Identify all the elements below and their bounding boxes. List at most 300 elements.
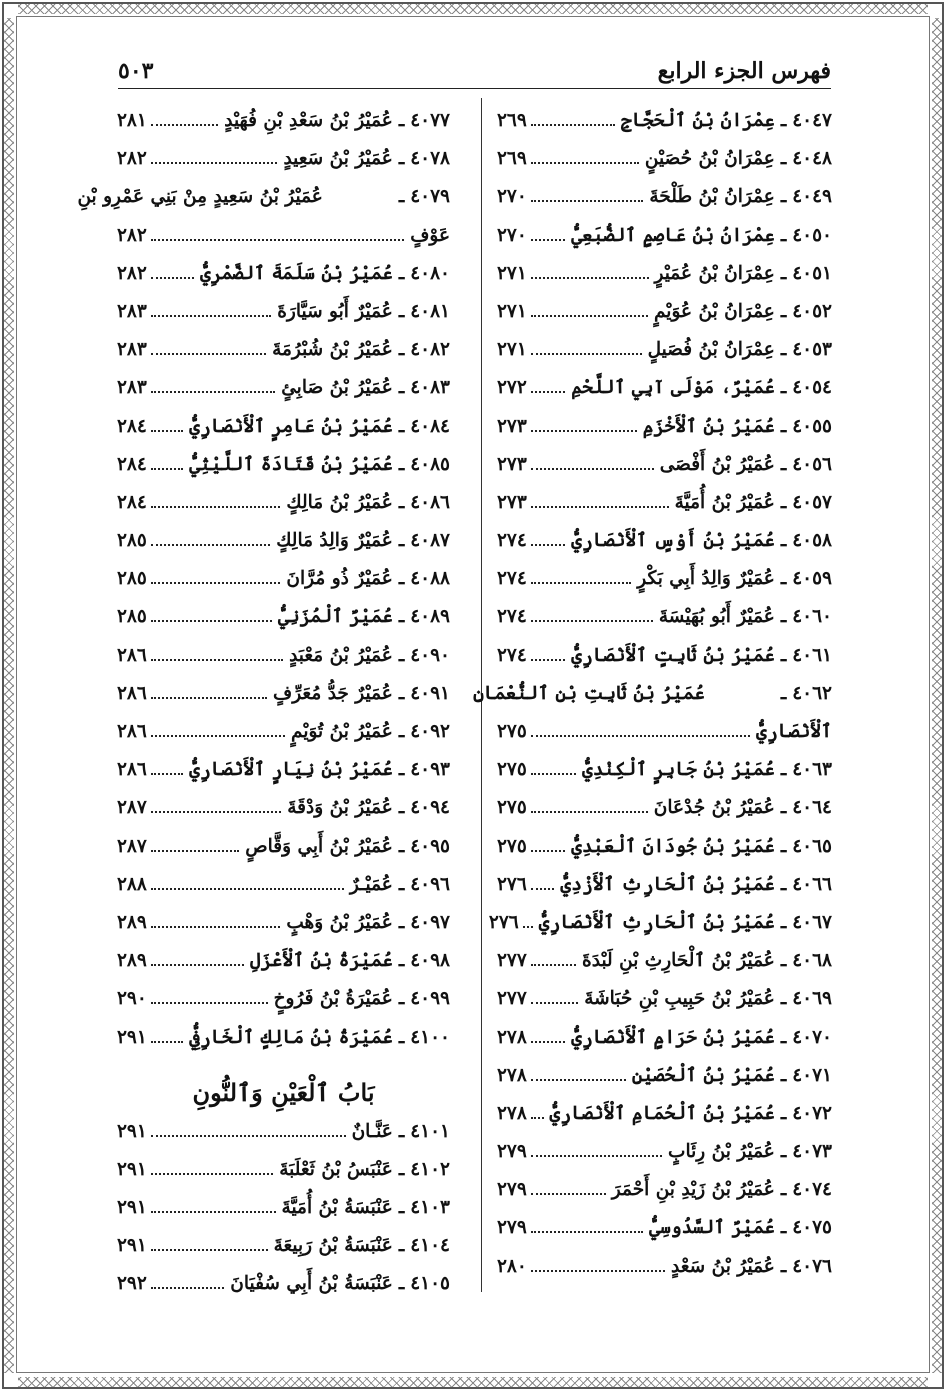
entry-name: عُمَيْرٌ أَبُو بُهَيْسَةَ <box>658 606 775 628</box>
entry-name: عُمَيْـرٌ <box>349 873 393 895</box>
index-entry <box>497 148 832 186</box>
entry-number: ٤٠٩٨ <box>410 950 450 972</box>
dot-leader <box>151 239 404 241</box>
entry-name: عُمَيْرُ بْنُ تُوَيْمٍ <box>291 721 393 742</box>
entry-name: عُمَيْرُ بْنُ ٱلْحَارِثِ ٱلْأَنْصَارِيُّ <box>538 911 775 933</box>
entry-page: ٢٨٥ <box>117 530 147 552</box>
entry-name: عُمَيْرُ بْنُ عَامِرٍ ٱلْأَنْصَارِيُّ <box>189 415 393 437</box>
index-column-right <box>473 110 832 1294</box>
entry-page: ٢٨٦ <box>117 721 147 742</box>
entry-page: ٢٨٢ <box>117 148 147 170</box>
entry-page: ٢٨٥ <box>117 606 147 628</box>
entry-dash: ـ <box>780 148 787 170</box>
entry-page: ٢٨٦ <box>117 682 147 704</box>
index-entry <box>497 186 832 224</box>
entry-page: ٢٧١ <box>497 300 527 322</box>
entry-number: ٤٠٨٨ <box>410 568 450 590</box>
entry-number: ٤٠٥١ <box>792 262 832 284</box>
entry-page: ٢٨٠ <box>497 1255 527 1277</box>
entry-page: ٢٧٠ <box>497 186 527 208</box>
entry-name: عُمَيْرُ بْنُ أَفْصَى <box>659 453 775 475</box>
entry-name: عُمَيْرُ بْنُ مَعْبَدٍ <box>289 644 393 666</box>
entry-name: عُمَيْرُ بْنُ جَابِرٍ ٱلْكِنْدِيُّ <box>582 759 775 781</box>
dot-leader <box>151 430 183 432</box>
dot-leader <box>151 315 271 317</box>
entry-page: ٢٧١ <box>497 262 527 284</box>
entry-number: ٤٠٧٣ <box>792 1141 832 1163</box>
dot-leader <box>531 315 648 317</box>
index-entry <box>117 1235 450 1273</box>
entry-number: ٤٠٥٨ <box>792 530 832 552</box>
dot-leader <box>531 888 555 890</box>
entry-name: عَنْبَسُ بْنُ ثَعْلَبَةَ <box>279 1158 393 1180</box>
entry-number: ٤٠٨٣ <box>410 377 450 399</box>
entry-page: ٢٧٨ <box>497 1064 527 1086</box>
index-entry <box>117 797 450 835</box>
entry-number: ٤١٠٠ <box>410 1026 450 1048</box>
entry-page: ٢٧٣ <box>497 491 527 513</box>
entry-dash: ـ <box>398 606 405 628</box>
entry-name: عُمَيْرُ بْنُ حَبِيبِ بْنِ حُبَاشَةَ <box>584 988 775 1010</box>
entry-name: عَنَّـانٌ <box>351 1120 393 1142</box>
dot-leader <box>151 468 183 470</box>
entry-dash: ـ <box>780 1217 787 1239</box>
index-entry <box>497 1179 832 1217</box>
entry-name: عُمَيْرُ بْنُ وَدْقَةَ <box>287 797 393 819</box>
entry-name: عُمَيْرُ بْنُ جُدْعَانَ <box>653 797 775 819</box>
entry-page: ٢٧٩ <box>497 1141 527 1163</box>
index-entry <box>497 492 832 530</box>
index-entry <box>497 1217 832 1255</box>
index-entry <box>117 568 450 606</box>
entry-dash: ـ <box>780 110 787 131</box>
index-entry <box>497 1256 832 1294</box>
dot-leader <box>151 353 266 355</box>
dot-leader <box>151 544 270 546</box>
entry-number: ٤٠٦٩ <box>792 988 832 1010</box>
index-entry <box>117 1027 450 1065</box>
entry-name: عُمَيْرُ بْنُ ثَابِتٍ ٱلْأَنْصَارِيُّ <box>571 644 775 666</box>
index-entry <box>497 721 832 759</box>
entry-name: عُمَيْرُ بْنُ سَعْدٍ <box>671 1255 775 1277</box>
dot-leader <box>531 200 644 202</box>
entry-number: ٤٠٨٦ <box>410 491 450 513</box>
entry-name: عُمَيْرَةُ بْنُ فَرُوخٍ <box>273 988 393 1010</box>
dot-leader <box>531 620 653 622</box>
entry-page: ٢٧٤ <box>497 606 527 628</box>
entry-dash: ـ <box>398 1026 405 1048</box>
entry-number: ٤٠٥٠ <box>792 224 832 246</box>
page-title: فهرس الجزء الرابع <box>657 58 831 84</box>
index-entry <box>117 225 450 263</box>
entry-name: عَنْبَسَةُ بْنُ أَبِي سُفْيَانَ <box>230 1273 393 1295</box>
entry-page: ٢٧٥ <box>497 797 527 819</box>
dot-leader <box>531 659 565 661</box>
top-ornament-band <box>18 4 928 14</box>
entry-number: ٤٠٥٤ <box>792 377 832 399</box>
index-entry <box>488 911 832 950</box>
entry-dash: ـ <box>398 110 405 131</box>
entry-dash: ـ <box>398 377 405 399</box>
index-entry <box>117 1197 450 1235</box>
entry-dash: ـ <box>398 148 405 170</box>
entry-name: عُمَيْرُ بْنُ نِيَارٍ ٱلْأَنْصَارِيُّ <box>189 759 393 781</box>
entry-dash: ـ <box>780 1102 787 1124</box>
index-entry <box>117 759 450 797</box>
index-entry <box>117 606 450 644</box>
entry-number: ٤٠٩٤ <box>410 797 450 819</box>
entry-dash: ـ <box>780 950 787 972</box>
entry-page: ٢٨٧ <box>117 797 147 819</box>
entry-page: ٢٨٧ <box>117 835 147 857</box>
dot-leader <box>531 353 642 355</box>
entry-dash: ـ <box>398 491 405 513</box>
entry-name: عِمْرَانُ بْنُ فُصَيلٍ <box>647 339 775 361</box>
entry-page: ٢٧٠ <box>497 224 527 246</box>
entry-number: ٤٠٦٣ <box>792 759 832 781</box>
entry-dash: ـ <box>398 988 405 1010</box>
index-entry <box>117 339 450 377</box>
entry-number: ٤٠٦٧ <box>792 911 832 933</box>
entry-page: ٢٧١ <box>497 339 527 361</box>
left-ornament-band <box>4 18 14 1373</box>
dot-leader <box>151 162 278 164</box>
dot-leader <box>151 773 183 775</box>
entry-name: عُمَيْرٌ ٱلسَّدُوسِيُّ <box>649 1217 775 1239</box>
index-entry <box>497 836 832 874</box>
entry-name: عُمَيْرُ بْنُ جُودَانَ ٱلْعَبْدِيُّ <box>571 835 775 857</box>
entry-page: ٢٨٤ <box>117 491 147 513</box>
entry-name: عِمْرَانُ بْنُ حُصَيْنٍ <box>644 148 775 170</box>
index-entry <box>497 874 832 912</box>
dot-leader <box>151 964 244 966</box>
entry-dash: ـ <box>398 835 405 857</box>
index-entry <box>117 416 450 454</box>
index-entry <box>497 797 832 835</box>
index-entry <box>497 950 832 988</box>
entry-page: ٢٧٦ <box>497 873 527 895</box>
index-entry <box>497 454 832 492</box>
entry-page: ٢٩١ <box>117 1197 147 1219</box>
dot-leader <box>531 850 565 852</box>
entry-dash: ـ <box>780 568 787 590</box>
entry-page: ٢٦٩ <box>497 110 527 131</box>
entry-number: ٤٠٧٩ <box>410 186 450 208</box>
entry-name: عُمَيْرُ بْنُ سَعْدِ بْنِ فُهَيْدٍ <box>224 110 393 131</box>
index-entry <box>497 606 832 644</box>
entry-dash: ـ <box>398 186 405 208</box>
entry-name: عُمَيْرُ بْنُ رِئَابٍ <box>668 1141 775 1163</box>
index-entry <box>497 416 832 454</box>
index-entry <box>77 186 450 224</box>
entry-page: ٢٧٧ <box>497 950 527 972</box>
entry-number: ٤٠٩٧ <box>410 911 450 933</box>
entry-number: ٤٠٨٧ <box>410 530 450 552</box>
page-header <box>118 58 831 89</box>
entry-number: ٤٠٧٤ <box>792 1179 832 1201</box>
entry-name: عُمَيْرٌ وَالِدُ أَبِي بَكْرٍ <box>637 568 775 590</box>
dot-leader <box>151 811 281 813</box>
entry-page: ٢٨٦ <box>117 759 147 781</box>
dot-leader <box>531 1079 626 1081</box>
dot-leader <box>531 811 648 813</box>
entry-number: ٤٠٨٤ <box>410 415 450 437</box>
entry-page: ٢٨٩ <box>117 950 147 972</box>
entry-number: ٤٠٩٦ <box>410 873 450 895</box>
entry-number: ٤١٠٥ <box>410 1273 450 1295</box>
entry-dash: ـ <box>398 721 405 742</box>
entry-page: ٢٧٦ <box>488 911 519 933</box>
entry-page: ٢٨٥ <box>117 568 147 590</box>
entry-number: ٤١٠٣ <box>410 1197 450 1219</box>
index-entry <box>497 1141 832 1179</box>
entry-dash: ـ <box>398 1158 405 1180</box>
entry-name: عُمَيْرٌ ٱلْمُزَنِيُّ <box>277 606 393 628</box>
entry-page: ٢٨٨ <box>117 873 147 895</box>
dot-leader <box>531 506 669 508</box>
dot-leader <box>531 544 565 546</box>
entry-dash: ـ <box>398 1120 405 1142</box>
entry-dash: ـ <box>780 339 787 361</box>
entry-name: عُمَيْرٌ ذُو مُرَّانَ <box>286 568 393 590</box>
entry-number: ٤٠٨١ <box>410 300 450 322</box>
dot-leader <box>531 1193 606 1195</box>
entry-dash: ـ <box>398 339 405 361</box>
entry-number: ٤٠٨٥ <box>410 453 450 475</box>
entry-dash: ـ <box>398 1197 405 1219</box>
entry-dash: ـ <box>780 262 787 284</box>
entry-number: ٤١٠٤ <box>410 1235 450 1257</box>
index-entry <box>497 568 832 606</box>
dot-leader <box>151 888 344 890</box>
index-entry <box>117 1159 450 1197</box>
entry-dash: ـ <box>780 759 787 781</box>
entry-number: ٤٠٧١ <box>792 1064 832 1086</box>
index-entry <box>117 263 450 301</box>
entry-dash: ـ <box>780 606 787 628</box>
entry-number: ٤٠٩٢ <box>410 721 450 742</box>
entry-number: ٤٠٧٦ <box>792 1255 832 1277</box>
index-entry <box>117 377 450 415</box>
dot-leader <box>523 926 533 928</box>
dot-leader <box>151 659 283 661</box>
index-entry <box>497 1027 832 1065</box>
entry-number: ٤٠٧٠ <box>792 1026 832 1048</box>
entry-dash: ـ <box>780 1026 787 1048</box>
entry-page: ٢٧٢ <box>497 377 527 399</box>
index-entry <box>497 759 832 797</box>
entry-dash: ـ <box>780 186 787 208</box>
dot-leader <box>531 582 631 584</box>
index-entry <box>497 645 832 683</box>
entry-number: ٤٠٥٧ <box>792 491 832 513</box>
entry-name: عُمَيْرُ بْنُ أُمَيَّةَ <box>674 491 775 513</box>
entry-page: ٢٨٤ <box>117 453 147 475</box>
entry-page: ٢٧٥ <box>497 721 527 742</box>
entry-name: عُمَيْرٌ، مَوْلَى آبِي ٱللَّحْمِ <box>571 377 775 399</box>
entry-page: ٢٨١ <box>117 110 147 131</box>
entry-dash: ـ <box>780 530 787 552</box>
entry-number: ٤١٠١ <box>410 1120 450 1142</box>
entry-number: ٤٠٦٥ <box>792 835 832 857</box>
index-entry <box>117 836 450 874</box>
entry-dash: ـ <box>398 797 405 819</box>
index-entry <box>117 1121 450 1159</box>
right-ornament-band <box>932 18 942 1373</box>
index-entry <box>497 263 832 301</box>
entry-number: ٤٠٩٥ <box>410 835 450 857</box>
entry-number: ٤٠٨٩ <box>410 606 450 628</box>
entry-dash: ـ <box>398 262 405 284</box>
index-entry <box>117 454 450 492</box>
dot-leader <box>531 1002 578 1004</box>
dot-leader <box>151 1041 183 1043</box>
entry-number: ٤٠٩٣ <box>410 759 450 781</box>
entry-page: ٢٧٤ <box>497 644 527 666</box>
entry-page: ٢٨٣ <box>117 300 147 322</box>
entry-dash: ـ <box>780 873 787 895</box>
index-entry <box>497 225 832 263</box>
entry-name: عُمَيْرُ بْنُ أَبِي وَقَّاصٍ <box>245 835 393 857</box>
entry-number: ٤٠٥٥ <box>792 415 832 437</box>
entry-dash: ـ <box>780 988 787 1010</box>
dot-leader <box>531 124 615 126</box>
dot-leader <box>531 735 750 737</box>
entry-number: ٤٠٨٠ <box>410 262 450 284</box>
entry-page: ٢٧٨ <box>497 1026 527 1048</box>
entry-dash: ـ <box>398 1273 405 1295</box>
entry-page: ٢٩٢ <box>117 1273 147 1295</box>
entry-name: عِمْرَانُ بْنُ ٱلْحَجَّاجِ <box>621 110 775 131</box>
entry-name: عَوْفٍ <box>410 224 450 246</box>
entry-number: ٤٠٧٢ <box>792 1102 832 1124</box>
entry-name: عُمَيْرُ بْنُ ٱلْحَارِثِ ٱلْأَزْدِيُّ <box>560 873 775 895</box>
entry-name: عُمَيْرُ بْنُ قَتَادَةَ ٱللَّيْثِيُّ <box>189 453 393 475</box>
dot-leader <box>531 1270 665 1272</box>
entry-number: ٤٠٦٨ <box>792 950 832 972</box>
index-entry <box>117 912 450 950</box>
entry-dash: ـ <box>780 377 787 399</box>
entry-dash: ـ <box>398 415 405 437</box>
index-entry <box>117 492 450 530</box>
dot-leader <box>531 1041 565 1043</box>
dot-leader <box>151 277 194 279</box>
dot-leader <box>531 964 576 966</box>
entry-number: ٤٠٥٦ <box>792 453 832 475</box>
dot-leader <box>151 1211 276 1213</box>
entry-name: عُمَيْرُ بْنُ سَعِيدٍ <box>283 148 393 170</box>
entry-number: ٤٠٥٩ <box>792 568 832 590</box>
entry-page: ٢٨٦ <box>117 644 147 666</box>
dot-leader <box>151 1135 346 1137</box>
entry-page: ٢٩١ <box>117 1158 147 1180</box>
page-number: ٥٠٣ <box>118 58 154 84</box>
index-entry <box>497 530 832 568</box>
entry-dash: ـ <box>398 300 405 322</box>
entry-dash: ـ <box>780 797 787 819</box>
index-entry <box>497 339 832 377</box>
entry-dash: ـ <box>780 453 787 475</box>
entry-name: عُمَيْرُ بْنُ ٱلْحُمَامِ ٱلْأَنْصَارِيُّ <box>549 1102 775 1124</box>
entry-dash: ـ <box>780 1255 787 1277</box>
index-entry <box>497 988 832 1026</box>
index-entry <box>497 1103 832 1141</box>
entry-name: عُمَيْرٌ وَالِدُ مَالِكٍ <box>276 530 393 552</box>
index-entry <box>117 988 450 1026</box>
entry-name: عُمَيْرَةُ بْنُ مَالِكٍ ٱلْخَارِفِيُّ <box>189 1026 393 1048</box>
entry-dash: ـ <box>398 453 405 475</box>
entry-number: ٤٠٦٠ <box>792 606 832 628</box>
entry-name: عُمَيْرُ بْنُ وَهْبٍ <box>286 911 393 933</box>
entry-page: ٢٧٥ <box>497 835 527 857</box>
dot-leader <box>531 773 576 775</box>
entry-name: ٱلْأَنْصَارِيُّ <box>756 721 832 742</box>
entry-name: عُمَيْرُ بْنُ شُبْرُمَةَ <box>272 339 393 361</box>
entry-dash: ـ <box>398 568 405 590</box>
entry-name: عُمَيْرٌ أَبُو سَيَّارَةَ <box>277 300 393 322</box>
dot-leader <box>151 1002 268 1004</box>
dot-leader <box>531 239 565 241</box>
entry-name: عُمَيْرُ بْنُ حَرَامٍ ٱلْأَنْصَارِيُّ <box>571 1026 775 1048</box>
entry-dash: ـ <box>780 224 787 246</box>
dot-leader <box>151 391 275 393</box>
index-entry <box>117 1273 450 1311</box>
entry-page: ٢٩١ <box>117 1120 147 1142</box>
index-entry <box>117 721 450 759</box>
dot-leader <box>151 124 218 126</box>
entry-dash: ـ <box>780 415 787 437</box>
entry-name: عَنْبَسَةُ بْنُ أُمَيَّةَ <box>281 1197 393 1219</box>
entry-dash: ـ <box>780 1141 787 1163</box>
entry-number: ٤٠٥٣ <box>792 339 832 361</box>
index-entry <box>497 377 832 415</box>
index-entry <box>117 530 450 568</box>
dot-leader <box>151 506 281 508</box>
entry-dash: ـ <box>398 950 405 972</box>
dot-leader <box>531 1231 643 1233</box>
index-entry <box>473 682 832 721</box>
entry-name: عُمَيْرُ بْنُ ٱلْحُصَيْنِ <box>631 1064 775 1086</box>
entry-name: عُمَيْرُ بْنُ أَوْسٍ ٱلْأَنْصَارِيُّ <box>571 530 775 552</box>
index-entry <box>117 110 450 148</box>
entry-name: عُمَيْرَةُ بْنُ ٱلْأَعْزَلِ <box>249 950 393 972</box>
entry-page: ٢٧٣ <box>497 453 527 475</box>
entry-dash: ـ <box>398 682 405 704</box>
index-entry <box>117 148 450 186</box>
entry-number: ٤٠٩٩ <box>410 988 450 1010</box>
entry-name: عُمَيْرُ بْنُ مَالِكٍ <box>286 491 393 513</box>
entry-name: عِمْرَانُ بْنُ عُوَيْمٍ <box>653 300 775 322</box>
index-entry <box>497 1065 832 1103</box>
dot-leader <box>151 735 285 737</box>
entry-page: ٢٧٨ <box>497 1102 527 1124</box>
dot-leader <box>531 277 649 279</box>
entry-number: ٤٠٨٢ <box>410 339 450 361</box>
entry-dash: ـ <box>780 491 787 513</box>
index-entry <box>497 301 832 339</box>
entry-name: عُمَيْرُ بْنُ زَيْدِ بْنِ أَحْمَرَ <box>611 1179 775 1201</box>
entry-dash: ـ <box>780 300 787 322</box>
dot-leader <box>151 582 281 584</box>
dot-leader <box>531 1155 662 1157</box>
entry-dash: ـ <box>780 644 787 666</box>
entry-dash: ـ <box>780 911 787 933</box>
dot-leader <box>531 468 654 470</box>
entry-number: ٤٠٦٦ <box>792 873 832 895</box>
entry-number: ٤٠٩١ <box>410 682 450 704</box>
entry-page: ٢٧٧ <box>497 988 527 1010</box>
section-heading: بَابُ ٱلْعَيْنِ وَٱلنُّونِ <box>192 1078 375 1108</box>
